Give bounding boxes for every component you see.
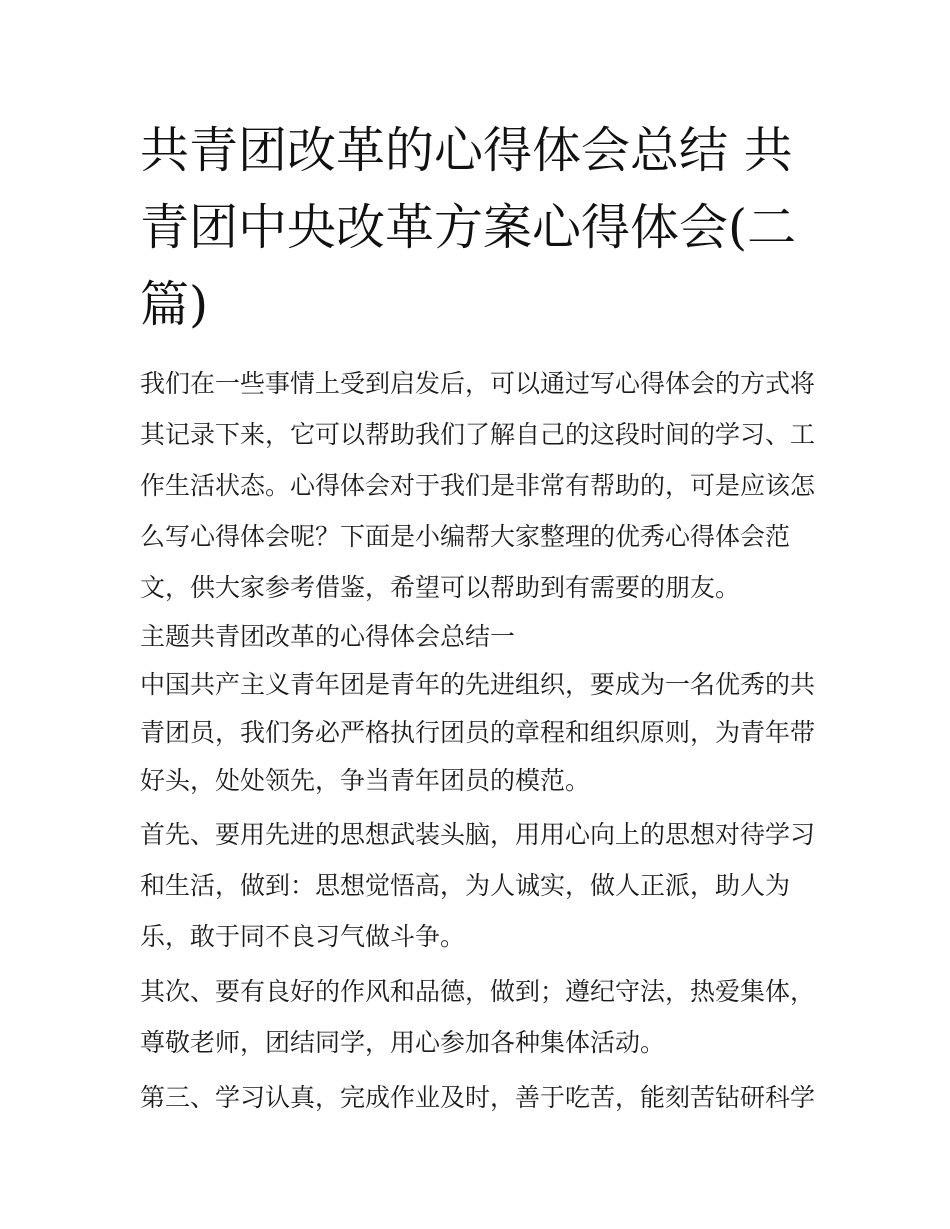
body-paragraph: 其次、要有良好的作风和品德，做到；遵纪守法，热爱集体，尊敬老师，团结同学，用心参加各种集体活动。 bbox=[140, 977, 816, 1057]
body-paragraph: 第三、学习认真，完成作业及时，善于吃苦，能刻苦钻研科学 bbox=[140, 1083, 816, 1112]
document-body bbox=[140, 358, 825, 1123]
document-title: 共青团改革的心得体会总结 共青团中央改革方案心得体会(二篇) bbox=[140, 122, 797, 333]
body-paragraph: 首先、要用先进的思想武装头脑，用用心向上的思想对待学习和生活，做到：思想觉悟高，为人诚实，做人正派，助人为乐，敢于同不良习气做斗争。 bbox=[140, 820, 816, 951]
section-heading: 主题共青团改革的心得体会总结一 bbox=[140, 622, 516, 651]
body-paragraph: 中国共产主义青年团是青年的先进组织，要成为一名优秀的共青团员，我们务必严格执行团员的章程和组织原则，为青年带好头，处处领先，争当青年团员的模范。 bbox=[140, 670, 816, 795]
intro-paragraph: 我们在一些事情上受到启发后，可以通过写心得体会的方式将其记录下来，它可以帮助我们了解自己的这段时间的学习、工作生活状态。心得体会对于我们是非常有帮助的，可是应该怎么写心得体会呢？下面是小编帮大家整理的优秀心得体会范文，供大家参考借鉴，希望可以帮助到有需要的朋友。 bbox=[140, 369, 816, 602]
